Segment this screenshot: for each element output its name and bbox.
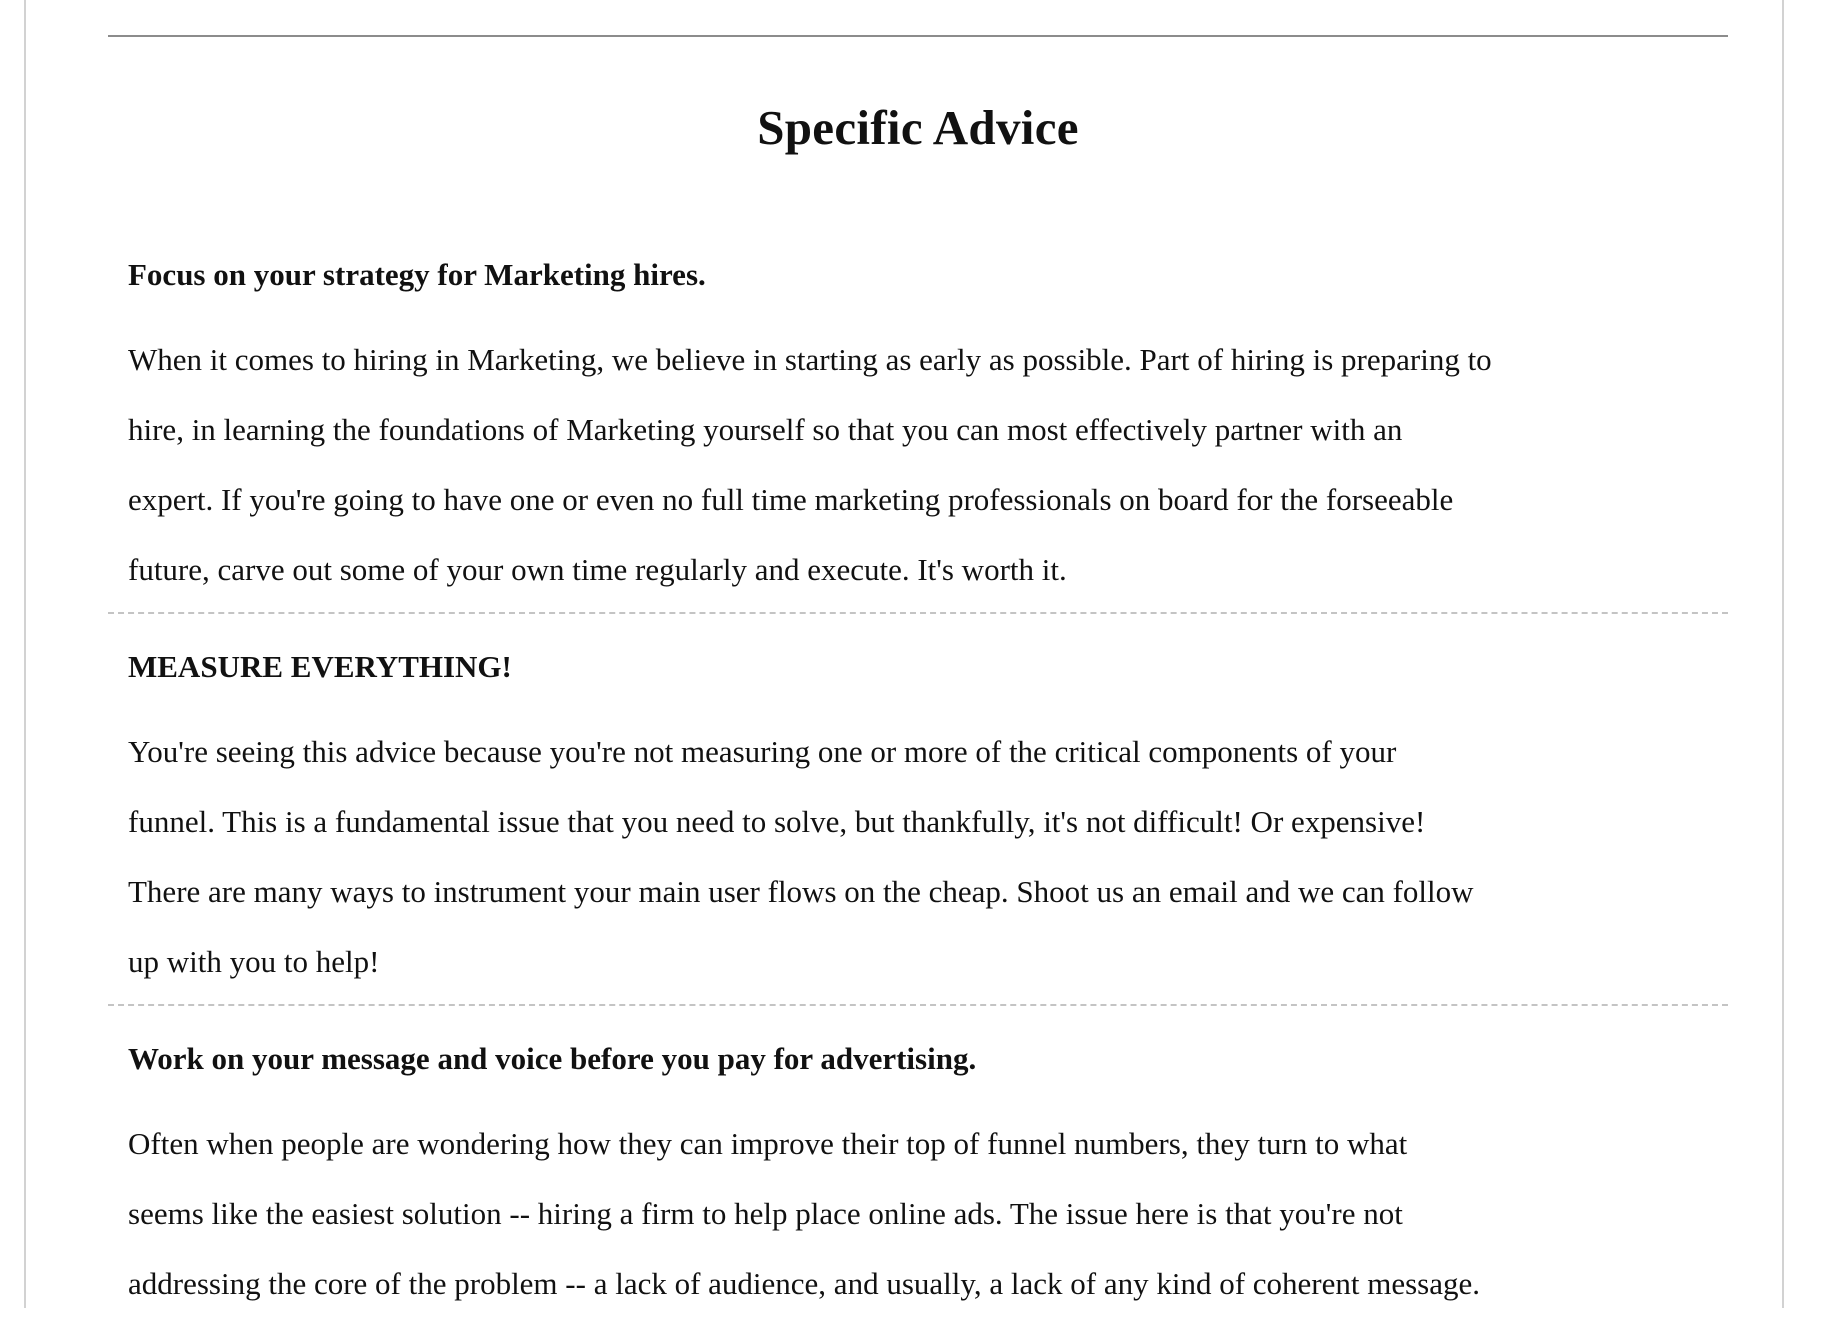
advice-heading: Focus on your strategy for Marketing hires. xyxy=(128,257,706,292)
section-divider xyxy=(108,1004,1728,1006)
advice-body-line: future, carve out some of your own time regularly and execute. It's worth it. xyxy=(128,552,1067,587)
advice-section-measure-everything xyxy=(108,647,1728,997)
top-rule xyxy=(108,35,1728,37)
advice-body xyxy=(128,1109,1708,1319)
advice-heading: MEASURE EVERYTHING! xyxy=(128,649,512,684)
advice-body-line: Often when people are wondering how they can improve their top of funnel numbers, they turn to what xyxy=(128,1126,1408,1161)
section-divider xyxy=(108,612,1728,614)
advice-body-line: up with you to help! xyxy=(128,944,380,979)
advice-body xyxy=(128,325,1708,605)
document-page xyxy=(24,0,1784,1308)
advice-body-line: funnel. This is a fundamental issue that you need to solve, but thankfully, it's not difficult! Or expensive! xyxy=(128,804,1426,839)
advice-body-line: addressing the core of the problem -- a lack of audience, and usually, a lack of any kind of coherent message. xyxy=(128,1266,1480,1301)
advice-body-line: You're seeing this advice because you're not measuring one or more of the critical components of your xyxy=(128,734,1397,769)
advice-body-line: There are many ways to instrument your main user flows on the cheap. Shoot us an email and we can follow xyxy=(128,874,1474,909)
advice-section-hiring-strategy xyxy=(108,255,1728,605)
advice-body xyxy=(128,717,1708,997)
advice-heading: Work on your message and voice before you pay for advertising. xyxy=(128,1041,977,1076)
advice-body-line: seems like the easiest solution -- hiring a firm to help place online ads. The issue here is that you're not xyxy=(128,1196,1403,1231)
advice-body-line: When it comes to hiring in Marketing, we believe in starting as early as possible. Part of hiring is preparing to xyxy=(128,342,1492,377)
advice-section-message-and-voice xyxy=(108,1039,1728,1319)
advice-body-line: hire, in learning the foundations of Marketing yourself so that you can most effectively partner with an xyxy=(128,412,1403,447)
page-title: Specific Advice xyxy=(757,100,1079,155)
advice-body-line: expert. If you're going to have one or even no full time marketing professionals on board for the forseeable xyxy=(128,482,1454,517)
